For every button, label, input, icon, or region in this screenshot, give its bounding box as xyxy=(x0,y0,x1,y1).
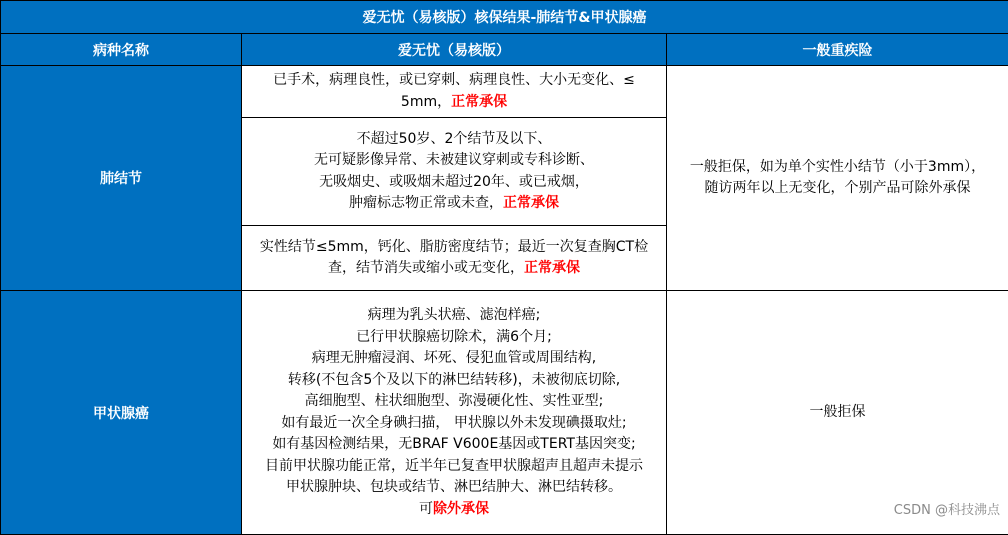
thyroid-general-result: 一般拒保 xyxy=(667,291,1008,535)
table-row xyxy=(1,66,1008,118)
table-row xyxy=(1,291,1008,535)
text-line: 查，结节消失或缩小或无变化， xyxy=(328,260,524,276)
text-line: 目前甲状腺功能正常，近半年已复查甲状腺超声且超声未提示 xyxy=(248,456,660,478)
text-line: 无吸烟史、或吸烟未超过20年、或已戒烟， xyxy=(248,172,660,194)
lung-condition-2 xyxy=(242,118,667,226)
result-highlight: 除外承保 xyxy=(433,501,489,517)
thyroid-conditions xyxy=(242,291,667,535)
result-highlight: 正常承保 xyxy=(451,94,507,110)
row-label-thyroid-cancer: 甲状腺癌 xyxy=(1,291,242,535)
text-line: 转移(不包含5个及以下的淋巴结转移)，未被彻底切除, xyxy=(248,370,660,392)
header-disease-name: 病种名称 xyxy=(1,34,242,66)
text-line: 无可疑影像异常、未被建议穿刺或专科诊断、 xyxy=(248,150,660,172)
lung-condition-3 xyxy=(242,226,667,291)
text-line: 5mm， xyxy=(401,94,451,110)
text-line: 肿瘤标志物正常或未查， xyxy=(349,195,503,211)
watermark: CSDN @科技沸点 xyxy=(894,499,1000,518)
result-highlight: 正常承保 xyxy=(503,195,559,211)
table-title: 爱无忧（易核版）核保结果-肺结节&甲状腺癌 xyxy=(1,1,1008,34)
text-line: 病理无肿瘤浸润、坏死、侵犯血管或周围结构, xyxy=(248,348,660,370)
lung-condition-1 xyxy=(242,66,667,118)
text-line: 病理为乳头状癌、滤泡样癌; xyxy=(248,305,660,327)
result-highlight: 正常承保 xyxy=(524,260,580,276)
text-line: 如有最近一次全身碘扫描， 甲状腺以外未发现碘摄取灶; xyxy=(248,413,660,435)
header-product: 爱无忧（易核版） xyxy=(242,34,667,66)
table-header-row xyxy=(1,34,1008,66)
text-line: 随访两年以上无变化，个别产品可除外承保 xyxy=(673,178,1002,200)
row-label-lung-nodule: 肺结节 xyxy=(1,66,242,291)
text-line: 如有基因检测结果，无BRAF V600E基因或TERT基因突变; xyxy=(248,434,660,456)
text-line: 可 xyxy=(419,501,433,517)
table-title-row xyxy=(1,1,1008,34)
lung-general-result xyxy=(667,66,1008,291)
text-line: 甲状腺肿块、包块或结节、淋巴结肿大、淋巴结转移。 xyxy=(248,477,660,499)
text-line: 实性结节≤5mm，钙化、脂肪密度结节；最近一次复查胸CT检 xyxy=(248,237,660,259)
text-line: 一般拒保，如为单个实性小结节（小于3mm）， xyxy=(673,157,1002,179)
text-line: 已手术，病理良性，或已穿刺、病理良性、大小无变化、≤ xyxy=(248,70,660,92)
text-line: 已行甲状腺癌切除术，满6个月; xyxy=(248,327,660,349)
text-line: 不超过50岁、2个结节及以下、 xyxy=(248,129,660,151)
header-general-insurance: 一般重疾险 xyxy=(667,34,1008,66)
text-line: 高细胞型、柱状细胞型、弥漫硬化性、实性亚型; xyxy=(248,391,660,413)
